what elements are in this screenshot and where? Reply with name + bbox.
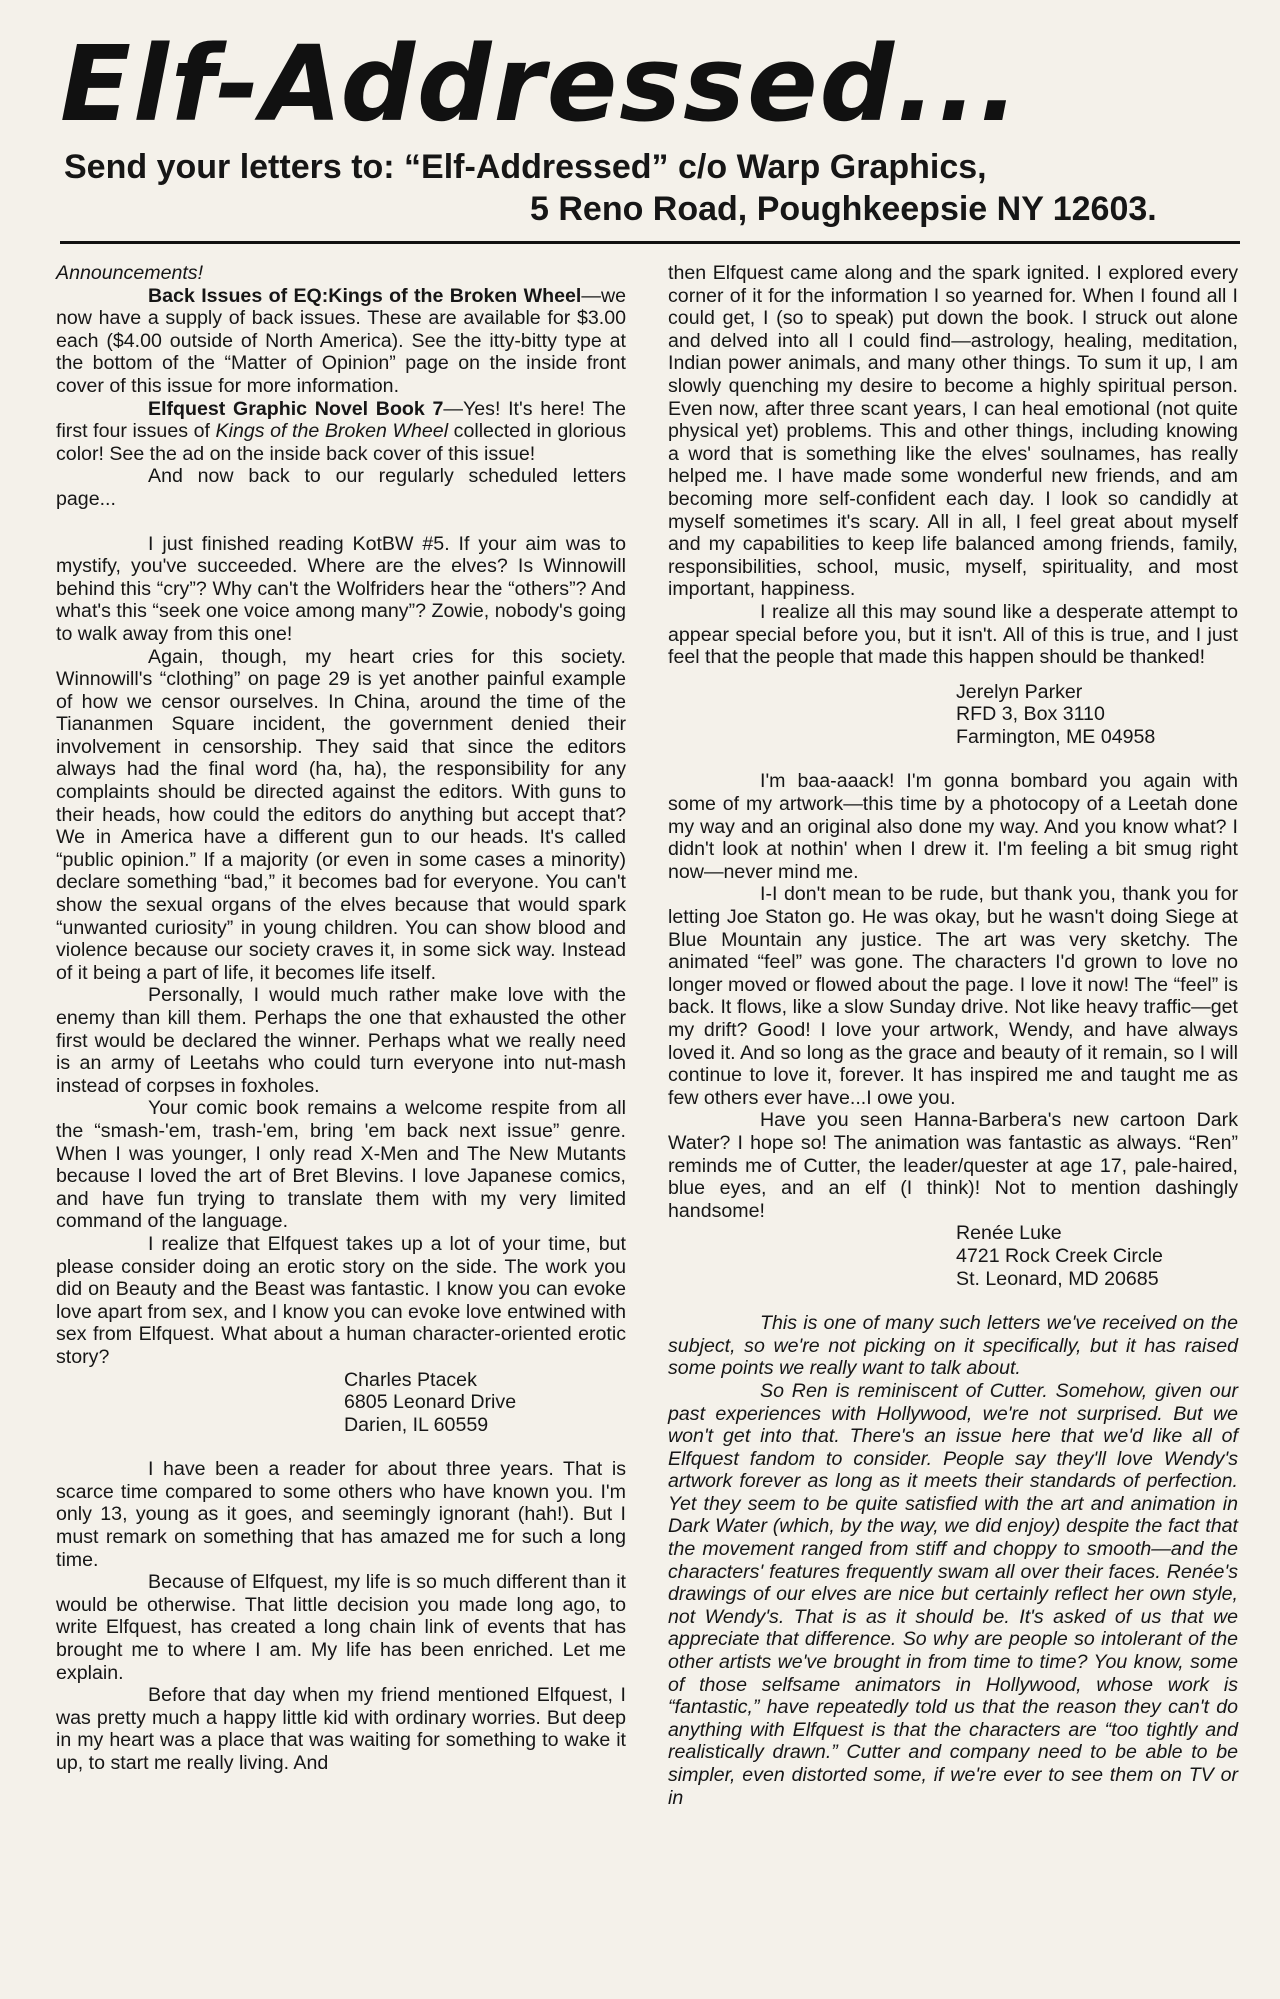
signature-street: 4721 Rock Creek Circle <box>956 1244 1163 1267</box>
letter-1-paragraph: Your comic book remains a welcome respite from all the “smash-'em, trash-'em, bring 'em back next issue” genre. When I was younger, I only read X-Men and The New Mutants because I loved the art of Bret Blevins. I love Japanese comics, and have fun trying to translate them with my very limited command of the language. <box>56 1097 626 1233</box>
signature-name: Jerelyn Parker <box>956 680 1083 703</box>
letter-1-paragraph: Personally, I would much rather make love with the enemy than kill them. Perhaps the one that exhausted the other first would be declared the winner. Perhaps what we really need is an army of Leetahs who could turn everyone into nut-mash instead of corpses in foxholes. <box>56 984 626 1097</box>
masthead <box>60 23 1240 228</box>
novel-italic: Kings of the Broken Wheel <box>215 420 449 443</box>
send-letters-line-2: 5 Reno Road, Poughkeepsie NY 12603. <box>530 190 1157 228</box>
signature-1 <box>56 1369 626 1437</box>
right-column <box>668 262 1238 1809</box>
signature-name: Renée Luke <box>956 1222 1062 1245</box>
editor-response: This is one of many such letters we've received on the subject, so we're not picking on it specifically, but it has raised some points we really want to talk about. <box>668 1312 1238 1380</box>
signature-street: RFD 3, Box 3110 <box>956 703 1105 726</box>
signature-3 <box>668 1222 1238 1290</box>
letter-2-paragraph: then Elfquest came along and the spark ignited. I explored every corner of it for the information I so yearned for. When I found all I could get, I (so to speak) put down the book. I struck out alone and delved into all I could find—astrology, healing, meditation, Indian power animals, and many other things. To sum it up, I am slowly quenching my desire to become a highly spiritual person. Even now, after three scant years, I can heal emotional (not quite physical yet) problems. This and other things, including knowing a word that is something like the elves' soulnames, has really helped me. I have made some wonderful new friends, and am becoming more self-confident each day. I look so candidly at myself sometimes it's scary. All in all, I feel great about myself and my capabilities to keep life balanced among friends, family, responsibilities, school, music, myself, spirituality, and most important, happiness. <box>668 262 1238 601</box>
letter-2-paragraph: Before that day when my friend mentioned Elfquest, I was pretty much a happy little kid with ordinary worries. But deep in my heart was a place that was waiting for something to wake it up, to start me really living. And <box>56 1684 626 1774</box>
signature-name: Charles Ptacek <box>344 1368 477 1391</box>
signature-city: Farmington, ME 04958 <box>956 725 1156 748</box>
letter-3-paragraph: Have you seen Hanna-Barbera's new cartoon Dark Water? I hope so! The animation was fantastic as always. “Ren” reminds me of Cutter, the leader/quester at age 17, pale-haired, blue eyes, and an elf (I think)! Not to mention dashingly handsome! <box>668 1109 1238 1222</box>
letter-2-paragraph: I realize all this may sound like a desperate attempt to appear special before you, but it isn't. All of this is true, and I just feel that the people that made this happen should be thanked! <box>668 600 1238 669</box>
send-letters-line-1: Send your letters to: “Elf-Addressed” c/o Warp Graphics, <box>64 148 987 186</box>
signature-street: 6805 Leonard Drive <box>344 1391 517 1414</box>
letter-1-paragraph: I realize that Elfquest takes up a lot of your time, but please consider doing an erotic story on the side. The work you did on Beauty and the Beast was fantastic. I know you can evoke love apart from sex, and I know you can evoke love entwined with sex from Elfquest. What about a human character-oriented erotic story? <box>56 1232 626 1368</box>
letter-1-paragraph: Again, though, my heart cries for this society. Winnowill's “clothing” on page 29 is yet another painful example of how we censor ourselves. In China, around the time of the Tiananmen Square incident, the government denied their involvement in censorship. They said that since the editors always had the final word (ha, ha), the responsibility for any complaints should be directed against the editors. With guns to their heads, how could the editors do anything but accept that? We in America have a different gun to our heads. It's called “public opinion.” If a majority (or even in some cases a minority) declare something “bad,” it becomes bad for everyone. You can't show the sexual organs of the elves because that would spark “unwanted curiosity” in young children. You can show blood and violence because our society craves it, in some sick way. Instead of it being a part of life, it becomes life itself. <box>56 645 626 984</box>
left-column <box>56 262 626 1775</box>
announcement-graphic-novel <box>56 398 626 466</box>
signature-city: St. Leonard, MD 20685 <box>956 1267 1159 1290</box>
announcements-heading: Announcements! <box>56 262 204 284</box>
letter-1-paragraph: I just finished reading KotBW #5. If your aim was to mystify, you've succeeded. Where are the elves? Is Winnowill behind this “cry”? Why can't the Wolfriders hear the “others”? And what's this “seek one voice among many”? Zowie, nobody's going to walk away from this one! <box>56 532 626 645</box>
novel-title: Elfquest Graphic Novel Book 7 <box>148 397 444 420</box>
back-to-letters: And now back to our regularly scheduled letters page... <box>56 465 626 510</box>
novel-text-a: —Yes! It's here! The first four issues of <box>56 397 626 443</box>
editor-response: So Ren is reminiscent of Cutter. Somehow, given our past experiences with Hollywood, we're not surprised. But we won't get into that. There's an issue here that we'd like all of Elfquest fandom to consider. People say they'll love Wendy's artwork forever as long as it meets their standards of perfection. Yet they seem to be quite satisfied with the art and animation in Dark Water (which, by the way, we did enjoy) despite the fact that the movement ranged from stiff and choppy to smooth—and the characters' features frequently swam all over their faces. Renée's drawings of our elves are nice but certainly reflect her own style, not Wendy's. That is as it should be. It's asked of us that we appreciate that difference. So why are people so intolerant of the other artists we've brought in from time to time? You know, some of those selfsame animators in Hollywood, whose work is “fantastic,” have repeatedly told us that the reason they can't do anything with Elfquest is that the characters are “too tightly and realistically drawn.” Cutter and company need to be able to be simpler, even distorted some, if we're ever to see them on TV or in <box>668 1379 1238 1809</box>
signature-city: Darien, IL 60559 <box>344 1413 489 1436</box>
header-divider <box>60 241 1240 244</box>
novel-text-b: collected in glorious color! See the ad on the inside back cover of this issue! <box>56 420 626 465</box>
back-issues-text: —we now have a supply of back issues. These are available for $3.00 each ($4.00 outside of North America). See the itty-bitty type at the bottom of the “Matter of Opinion” page on the inside front cover of this issue for more information. <box>56 284 626 397</box>
back-issues-title: Back Issues of EQ:Kings of the Broken Wheel <box>148 284 582 307</box>
letter-3-paragraph: I-I don't mean to be rude, but thank you, thank you for letting Joe Staton go. He was okay, but he wasn't doing Siege at Blue Mountain any justice. The art was very sketchy. The animated “feel” was gone. The characters I'd grown to love no longer moved or flowed about the page. I love it now! The “feel” is back. It flows, like a slow Sunday drive. Not like heavy traffic—get my drift? Good! I love your artwork, Wendy, and have always loved it. And so long as the grace and beauty of it remain, so I will continue to love it, forever. It has inspired me and taught me as few others ever have...I owe you. <box>668 883 1238 1109</box>
letter-2-paragraph: Because of Elfquest, my life is so much different than it would be otherwise. That little decision you made long ago, to write Elfquest, has created a long chain link of events that has brought me to where I am. My life has been enriched. Let me explain. <box>56 1571 626 1684</box>
letter-2-paragraph: I have been a reader for about three years. That is scarce time compared to some others who have known you. I'm only 13, young as it goes, and seemingly ignorant (hah!). But I must remark on something that has amazed me for such a long time. <box>56 1458 626 1571</box>
announcement-back-issues <box>56 285 626 398</box>
letter-3-paragraph: I'm baa-aaack! I'm gonna bombard you again with some of my artwork—this time by a photocopy of a Leetah done my way and an original also done my way. And you know what? I didn't look at nothin' when I drew it. I'm feeling a bit smug right now—never mind me. <box>668 770 1238 883</box>
page-title: Elf-Addressed... <box>60 23 1021 145</box>
signature-2 <box>668 681 1238 749</box>
